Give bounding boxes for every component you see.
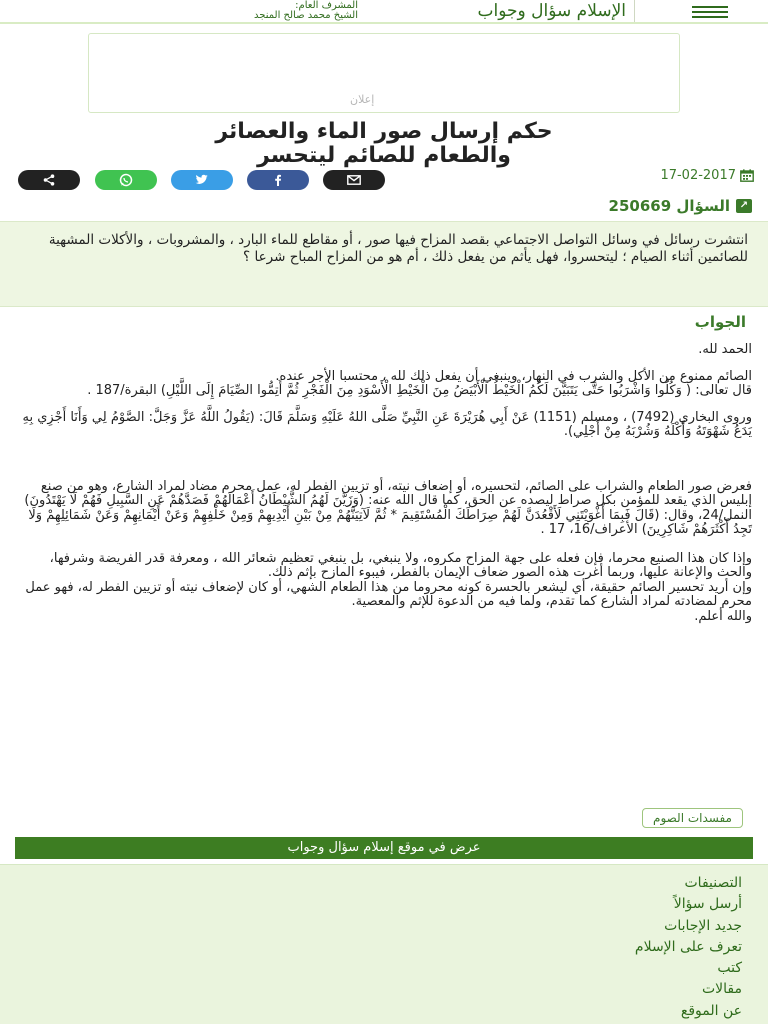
answer-body — [20, 343, 752, 624]
category-tag[interactable]: مفسدات الصوم — [642, 808, 743, 828]
question-number-text: السؤال 250669 — [608, 197, 730, 215]
ad-label: إعلان — [350, 93, 375, 106]
site-logo[interactable] — [385, 0, 635, 22]
question-box — [0, 221, 768, 307]
email-icon — [347, 175, 361, 185]
supervisor-name: الشيخ محمد صالح المنجد — [254, 10, 358, 21]
twitter-share-button[interactable] — [171, 170, 233, 190]
date-text: 17-02-2017 — [660, 168, 736, 183]
question-number[interactable] — [609, 197, 752, 215]
footer — [0, 864, 768, 1024]
twitter-icon — [195, 174, 209, 186]
title-line-2: والطعام للصائم ليتحسر — [257, 143, 511, 168]
answer-quran-quote: قال تعالى: ( وَكُلُوا وَاشْرَبُوا حَتَّى يَتَبَيَّنَ لَكُمُ الْخَيْطُ الْأَبْيَضُ مِنَ الْخَيْطِ الْأَسْوَدِ مِنَ الْفَجْرِ ثُمَّ أَتِمُّوا الصِّيَامَ إِلَى اللَّيْلِ) البقرة/187 . — [87, 383, 752, 398]
supervisor-info — [254, 1, 358, 21]
whatsapp-icon — [119, 173, 133, 187]
top-bar — [0, 0, 768, 24]
hamburger-menu-icon[interactable] — [692, 4, 732, 20]
ad-box — [88, 33, 680, 113]
answer-hadith: وروى البخاري (7492) ، ومسلم (1151) عَنْ أَبِي هُرَيْرَةَ عَنِ النَّبِيِّ صَلَّى اللهُ عَلَيْهِ وَسَلَّمَ قَالَ: (يَقُولُ اللَّهُ عَزَّ وَجَلَّ: الصَّوْمُ لِي وَأَنَا أَجْزِي بِهِ يَدَعُ شَهْوَتَهُ وَأَكْلَهُ وَشُرْبَهُ مِنْ أَجْلِي). — [22, 409, 752, 439]
answer-closing: والله أعلم. — [694, 608, 752, 624]
footer-link-send-question[interactable]: أرسل سؤالاً — [673, 896, 742, 913]
footer-link-new-answers[interactable]: جديد الإجابات — [664, 917, 742, 934]
footer-link-about-islam[interactable]: تعرف على الإسلام — [634, 938, 742, 955]
logo-text: الإسلام سؤال وجواب — [477, 1, 626, 21]
facebook-icon — [274, 174, 282, 186]
view-on-site-button[interactable]: عرض في موقع إسلام سؤال وجواب — [15, 837, 753, 859]
answer-paragraph: وإن أريد تحسير الصائم حقيقة، أي ليشعر بالحسرة كونه محروما من هذا الطعام الشهي، أو كان لإضعاف نيته أو تزيين الفطر له، فهو عمل محرم لمضادته لمراد الشارع كما تقدم، ولما فيه من الدعوة للإثم والمعصية. — [25, 579, 752, 609]
answer-paragraph: الحمد لله. — [698, 342, 752, 357]
external-link-icon: ↗ — [736, 199, 752, 213]
footer-link-articles[interactable]: مقالات — [701, 981, 742, 998]
question-text: انتشرت رسائل في وسائل التواصل الاجتماعي بقصد المزاح فيها صور ، أو مقاطع للماء البارد ، والمشروبات ، والأكلات المشهية للصائمين أثناء الصيام ؛ ليتحسروا، فهل يأثم من يفعل ذلك ، أم هو من المزاح المباح شرعا ؟ — [48, 232, 748, 265]
page-title — [60, 120, 708, 168]
footer-link-about-site[interactable]: عن الموقع — [680, 1002, 742, 1019]
whatsapp-share-button[interactable] — [95, 170, 157, 190]
title-line-1: حكم إرسال صور الماء والعصائر — [215, 119, 553, 144]
supervisor-label: المشرف العام: — [295, 0, 358, 11]
share-button[interactable] — [18, 170, 80, 190]
answer-paragraph: وإذا كان هذا الصنيع محرما، فإن فعله على جهة المزاح مكروه، ولا ينبغي، بل ينبغي تعظيم شعائر الله ، ومعرفة قدر الفريضة وشرفها، والحث والإعانة عليها، وربما أغرت هذه الصور ضعاف الإيمان بالفطر، فيبوء المازح بإثم ذلك. — [49, 550, 752, 580]
footer-link-categories[interactable]: التصنيفات — [684, 875, 742, 891]
answer-paragraph: فعرض صور الطعام والشراب على الصائم، لتحسيره، أو إضعاف نيته، أو تزيين الفطر له، عمل محرم مضاد لمراد الشارع، وهو من صنع إبليس الذي يقعد للمؤمن بكل صراط ليصده عن الحق، كما قال الله عنه: (وَزَيَّنَ لَهُمُ الشَّيْطَانُ أَعْمَالَهُمْ فَصَدَّهُمْ عَنِ السَّبِيلِ فَهُمْ لَا يَهْتَدُونَ) النمل/24، وقال: (قَالَ فَبِمَا أَغْوَيْتَنِي لَأَقْعُدَنَّ لَهُمْ صِرَاطَكَ الْمُسْتَقِيمَ * ثُمَّ لَآتِيَنَّهُمْ مِنْ بَيْنِ أَيْدِيهِمْ وَمِنْ خَلْفِهِمْ وَعَنْ أَيْمَانِهِمْ وَعَنْ شَمَائِلِهِمْ وَلَا تَجِدُ أَكْثَرَهُمْ شَاكِرِينَ) الأعراف/16، 17 . — [24, 478, 752, 537]
footer-link-books[interactable]: كتب — [717, 960, 742, 977]
email-share-button[interactable] — [323, 170, 385, 190]
footer-nav — [635, 873, 742, 1022]
calendar-icon — [740, 169, 754, 182]
answer-paragraph: الصائم ممنوع من الأكل والشرب في النهار، وينبغي أن يفعل ذلك لله ، محتسبا الأجر عنده. — [275, 368, 752, 384]
answer-heading: الجواب — [694, 313, 746, 331]
share-icon — [43, 174, 55, 186]
publish-date — [660, 168, 754, 183]
facebook-share-button[interactable] — [247, 170, 309, 190]
